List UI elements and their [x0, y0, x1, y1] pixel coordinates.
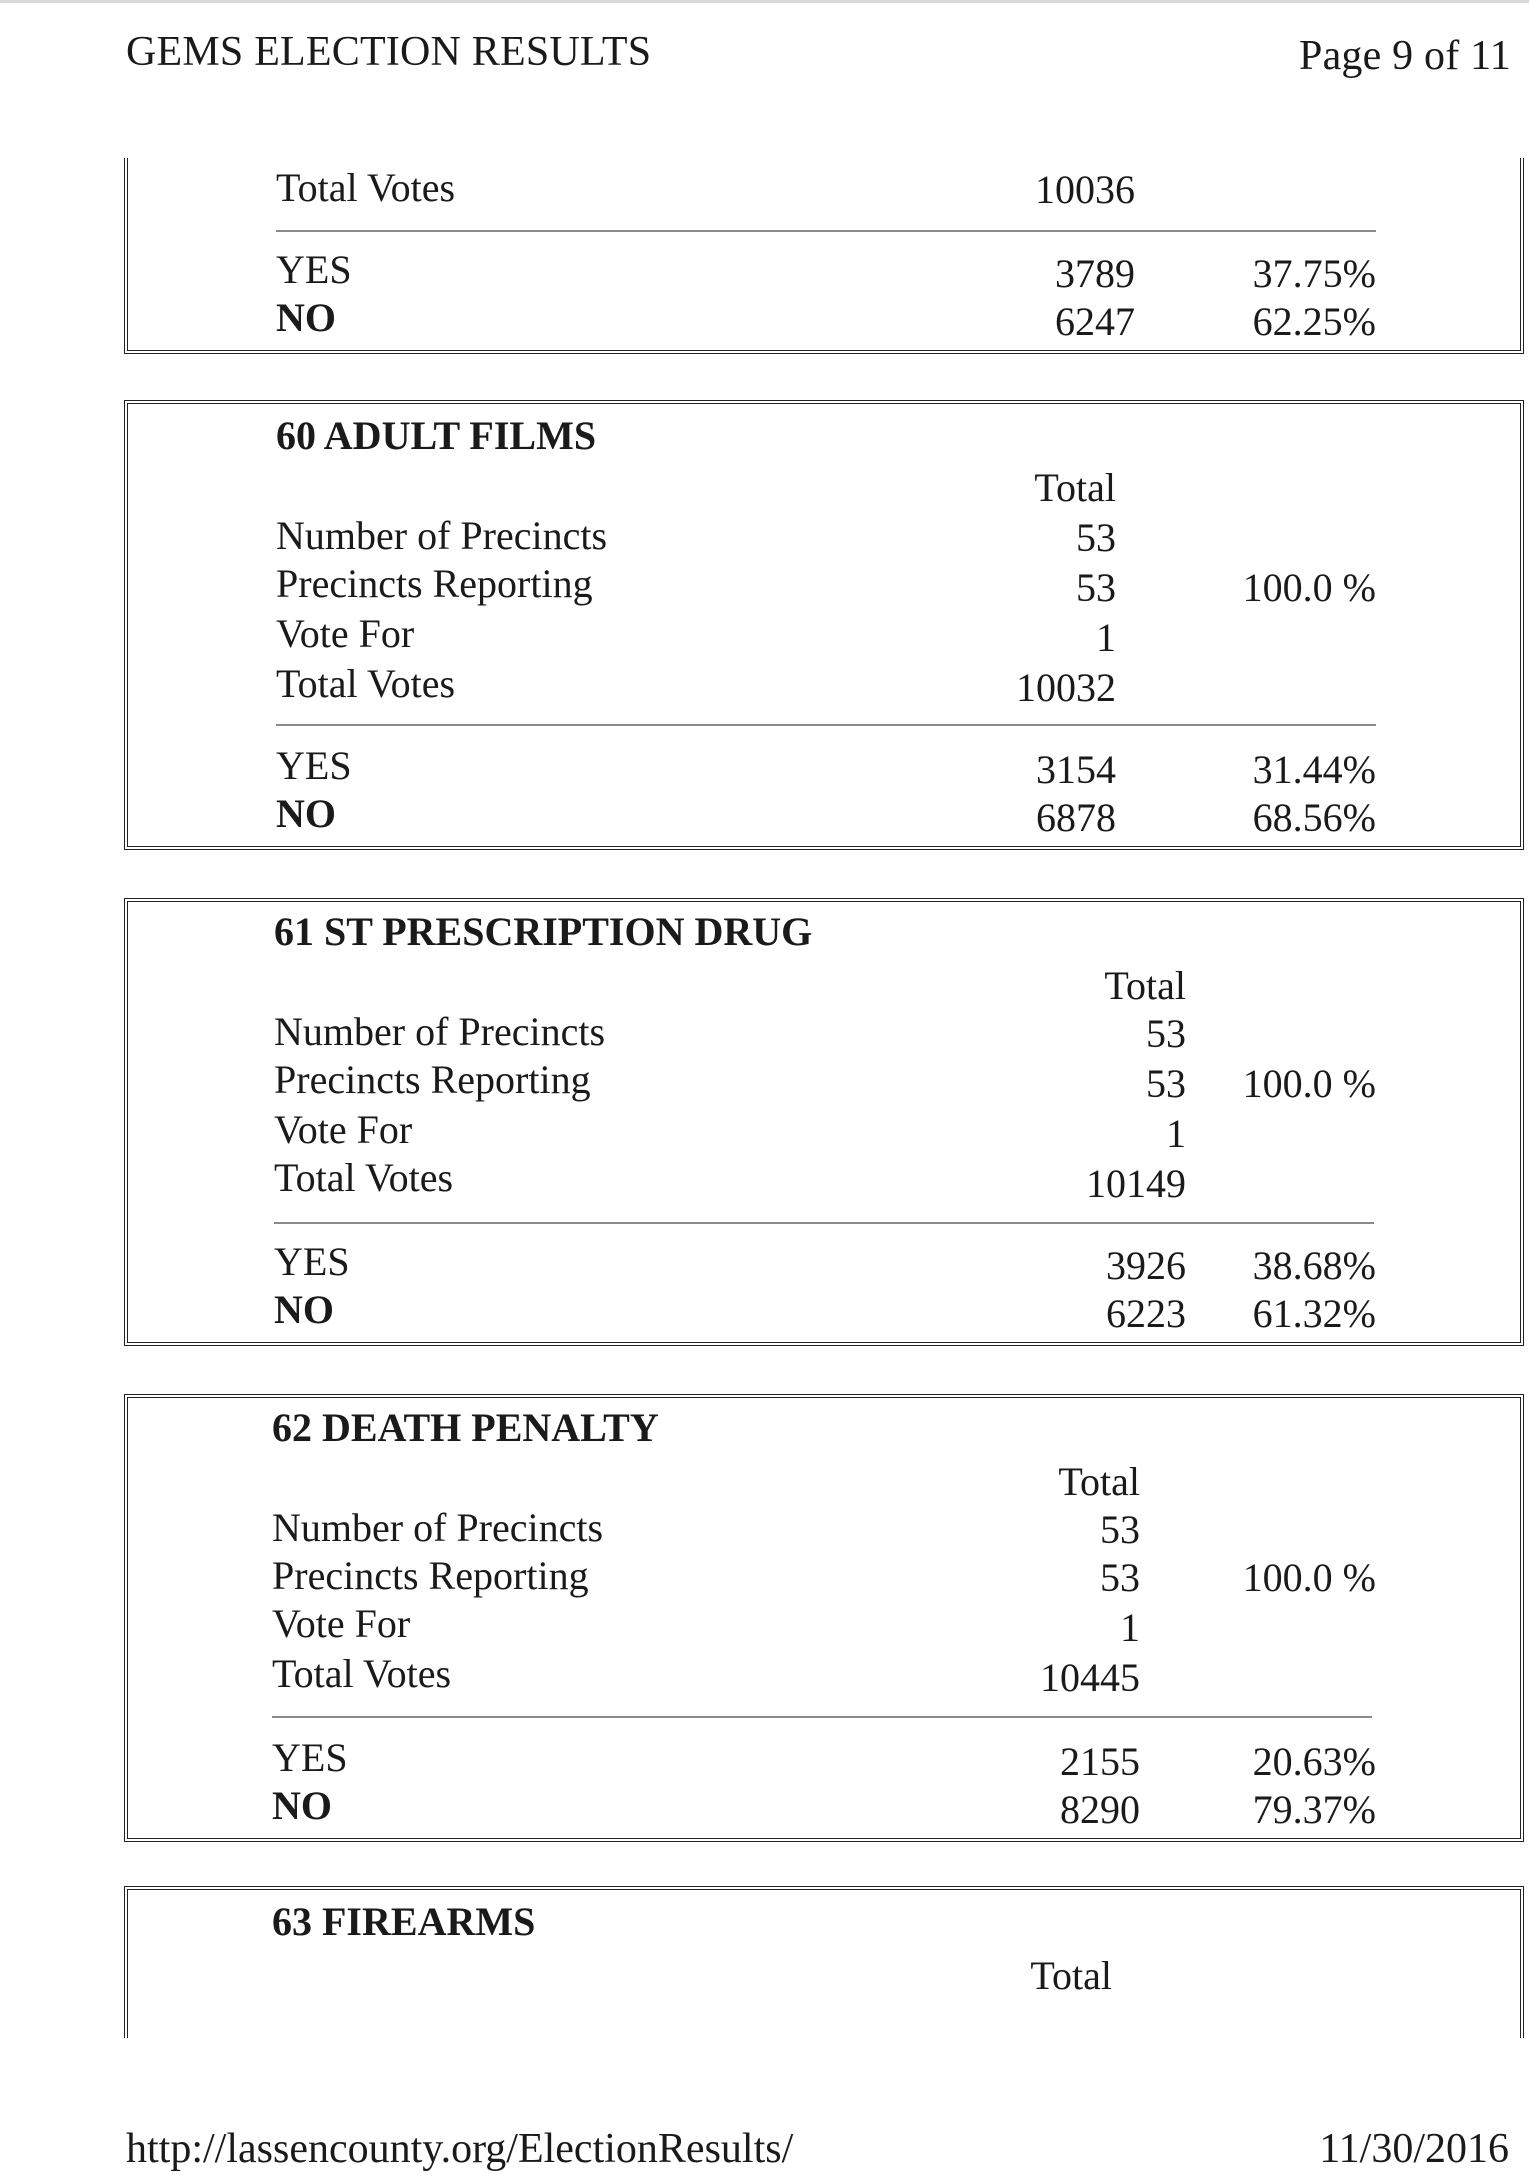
measure-62-divider	[272, 1716, 1372, 1718]
measure-62-num-precincts: 53	[1100, 1507, 1140, 1552]
measure-60-num-precincts-label: Number of Precincts	[276, 513, 608, 558]
measure-60-reporting: 53	[1076, 565, 1116, 610]
measure-60-vote-for-label: Vote For	[276, 611, 415, 656]
measure-62-no-pct: 79.37%	[1252, 1787, 1376, 1832]
page-number: Page 9 of 11	[1299, 33, 1511, 79]
measure-60-reporting-label: Precincts Reporting	[276, 561, 593, 606]
next-section-total-header: Total	[1030, 1953, 1112, 1998]
measure-61-total-header: Total	[1104, 963, 1186, 1008]
measure-62-yes-votes: 2155	[1060, 1739, 1140, 1784]
prev-total-votes-value: 10036	[1035, 167, 1135, 212]
measure-62-yes-label: YES	[272, 1735, 348, 1780]
measure-62-total-votes-label: Total Votes	[272, 1651, 452, 1696]
measure-62-reporting: 53	[1100, 1555, 1140, 1600]
measure-60-yes-votes: 3154	[1036, 747, 1116, 792]
footer-url: http://lassencounty.org/ElectionResults/	[126, 2126, 794, 2172]
measure-61-yes-votes: 3926	[1106, 1243, 1186, 1288]
next-section-title: 63 FIREARMS	[272, 1899, 536, 1944]
measure-62-no-label: NO	[272, 1783, 332, 1828]
measure-61-divider	[274, 1222, 1374, 1224]
measure-61-reporting-label: Precincts Reporting	[274, 1057, 591, 1102]
measure-60-reporting-pct: 100.0 %	[1242, 565, 1376, 610]
measure-62-total-header: Total	[1058, 1459, 1140, 1504]
measure-61-total-votes-label: Total Votes	[274, 1155, 454, 1200]
measure-62-num-precincts-label: Number of Precincts	[272, 1505, 604, 1550]
document-title: GEMS ELECTION RESULTS	[126, 29, 652, 75]
measure-62-no-votes: 8290	[1060, 1787, 1140, 1832]
measure-60-yes-pct: 31.44%	[1252, 747, 1376, 792]
measure-61-vote-for-label: Vote For	[274, 1107, 413, 1152]
measure-61-title: 61 ST PRESCRIPTION DRUG	[274, 909, 813, 954]
measure-61-num-precincts: 53	[1146, 1011, 1186, 1056]
measure-60-title: 60 ADULT FILMS	[276, 413, 597, 458]
measure-61-yes-pct: 38.68%	[1252, 1243, 1376, 1288]
measure-60-no-label: NO	[276, 791, 336, 836]
prev-yes-label: YES	[276, 247, 352, 292]
prev-no-pct: 62.25%	[1252, 299, 1376, 344]
measure-61-no-label: NO	[274, 1287, 334, 1332]
measure-61-no-pct: 61.32%	[1252, 1291, 1376, 1336]
measure-61-reporting-pct: 100.0 %	[1242, 1061, 1376, 1106]
measure-61-num-precincts-label: Number of Precincts	[274, 1009, 606, 1054]
prev-divider	[276, 230, 1376, 232]
measure-61-yes-label: YES	[274, 1239, 350, 1284]
footer-date: 11/30/2016	[1319, 2126, 1509, 2172]
measure-61-no-votes: 6223	[1106, 1291, 1186, 1336]
measure-62-vote-for-label: Vote For	[272, 1601, 411, 1646]
measure-60-yes-label: YES	[276, 743, 352, 788]
measure-61-vote-for: 1	[1166, 1111, 1186, 1156]
measure-62-yes-pct: 20.63%	[1252, 1739, 1376, 1784]
measure-60-divider	[276, 724, 1376, 726]
measure-61-reporting: 53	[1146, 1061, 1186, 1106]
measure-60-total-votes-label: Total Votes	[276, 661, 456, 706]
measure-60-total-header: Total	[1034, 465, 1116, 510]
measure-60-total-votes: 10032	[1016, 665, 1116, 710]
measure-60-no-votes: 6878	[1036, 795, 1116, 840]
prev-yes-pct: 37.75%	[1252, 251, 1376, 296]
measure-62-reporting-label: Precincts Reporting	[272, 1553, 589, 1598]
prev-total-votes-label: Total Votes	[276, 165, 456, 210]
measure-62-title: 62 DEATH PENALTY	[272, 1405, 659, 1450]
measure-60-no-pct: 68.56%	[1252, 795, 1376, 840]
measure-60-vote-for: 1	[1096, 615, 1116, 660]
scan-top-edge	[0, 0, 1529, 3]
measure-62-vote-for: 1	[1120, 1605, 1140, 1650]
prev-no-votes: 6247	[1055, 299, 1135, 344]
measure-62-total-votes: 10445	[1040, 1655, 1140, 1700]
prev-no-label: NO	[276, 295, 336, 340]
measure-60-num-precincts: 53	[1076, 515, 1116, 560]
measure-61-total-votes: 10149	[1086, 1161, 1186, 1206]
prev-yes-votes: 3789	[1055, 251, 1135, 296]
measure-62-reporting-pct: 100.0 %	[1242, 1555, 1376, 1600]
